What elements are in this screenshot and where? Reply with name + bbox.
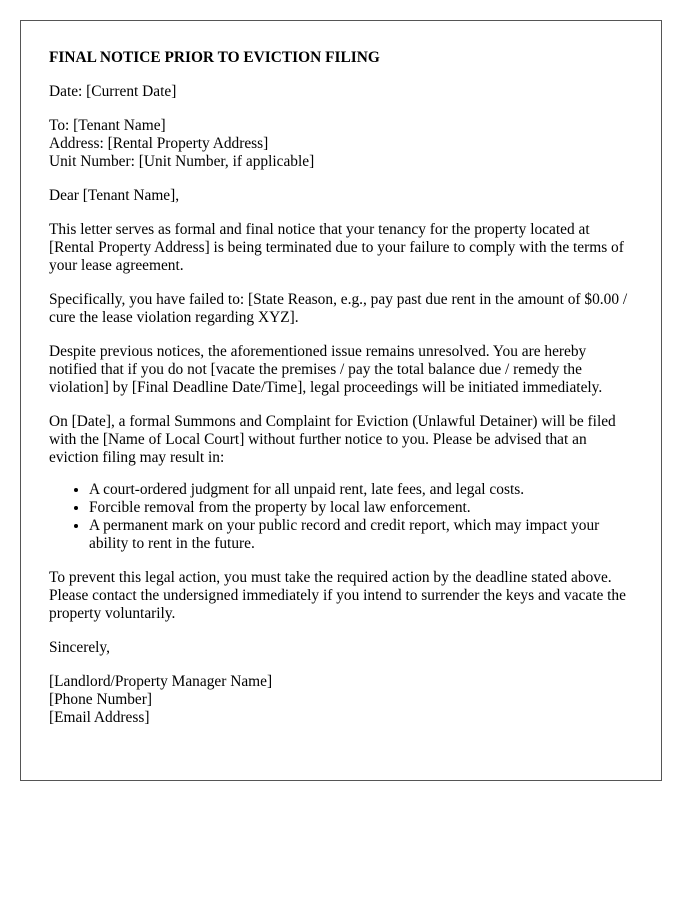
signature-phone: [Phone Number] xyxy=(49,691,153,708)
list-item: • A permanent mark on your public record and credit report, which may impact your ability to rent in the future. xyxy=(89,517,633,553)
closing-paragraph: To prevent this legal action, you must take the required action by the deadline stated above. Please contact the undersigned immediately if you intend to surrender the keys and vacate the property voluntarily. xyxy=(49,569,626,622)
recipient-unit: Unit Number: [Unit Number, if applicable] xyxy=(49,153,315,170)
paragraph-termination: This letter serves as formal and final notice that your tenancy for the property located at [Rental Property Address] is being terminated due to your failure to comply with the terms of your lease agreement. xyxy=(49,221,624,274)
recipient-to: To: [Tenant Name] xyxy=(49,117,166,134)
consequences-list xyxy=(49,481,633,553)
signature-email: [Email Address] xyxy=(49,709,150,726)
paragraph-reason: Specifically, you have failed to: [State Reason, e.g., pay past due rent in the amount of $0.00 / cure the lease violation regarding XYZ]. xyxy=(49,291,628,326)
recipient-block xyxy=(49,117,633,171)
paragraph-filing: On [Date], a formal Summons and Complaint for Eviction (Unlawful Detainer) will be filed with the [Name of Local Court] without further notice to you. Please be advised that an eviction filing may result in: xyxy=(49,413,616,466)
signature-name: [Landlord/Property Manager Name] xyxy=(49,673,273,690)
letter-page xyxy=(20,20,662,781)
signature-block xyxy=(49,673,633,727)
signoff: Sincerely, xyxy=(49,639,110,656)
list-item: • Forcible removal from the property by local law enforcement. xyxy=(89,499,633,517)
salutation: Dear [Tenant Name], xyxy=(49,187,180,204)
list-item: • A court-ordered judgment for all unpaid rent, late fees, and legal costs. xyxy=(89,481,633,499)
recipient-address: Address: [Rental Property Address] xyxy=(49,135,269,152)
date-line: Date: [Current Date] xyxy=(49,83,177,100)
letter-title: FINAL NOTICE PRIOR TO EVICTION FILING xyxy=(49,49,380,66)
paragraph-deadline: Despite previous notices, the aforementioned issue remains unresolved. You are hereby notified that if you do not [vacate the premises / pay the total balance due / remedy the violation] by [Final Deadline Date/Time], legal proceedings will be initiated immediately. xyxy=(49,343,603,396)
